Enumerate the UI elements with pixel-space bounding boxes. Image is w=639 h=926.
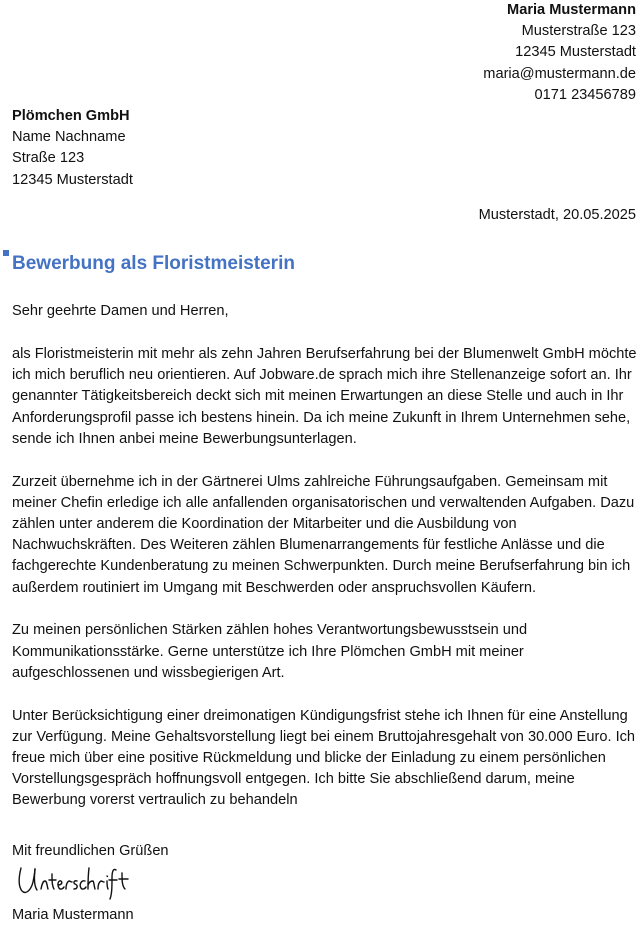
sender-name: Maria Mustermann (507, 2, 636, 18)
body-paragraph: Zu meinen persönlichen Stärken zählen hohes Verantwortungsbewusstsein und Kommunikationsstärke. Gerne unterstütze ich Ihre Plömchen GmbH mit meiner aufgeschlossenen und wissbegierigen Art. (12, 622, 528, 681)
sender-email: maria@mustermann.de (483, 65, 636, 82)
body-paragraph: Unter Berücksichtigung einer dreimonatigen Kündigungsfrist stehe ich Ihnen für eine Anstellung zur Verfügung. Meine Gehaltsvorstellung liegt bei einem Bruttojahresgehalt von 30.000 Euro. Ich freue mich über eine positive Rückmeldung und blicke der Einladung zu einem persönlichen Vorstellungsgespräch hoffnungsvoll entgegen. Ich bitte Sie abschließend darum, meine Bewerbung vorerst vertraulich zu behandeln (12, 707, 636, 809)
sender-phone: 0171 23456789 (534, 86, 636, 103)
subject-marker-icon (3, 250, 9, 256)
salutation: Sehr geehrte Damen und Herren, (12, 303, 229, 319)
closing-phrase: Mit freundlichen Grüßen (12, 843, 169, 859)
signed-name: Maria Mustermann (12, 907, 134, 923)
letter-subject: Bewerbung als Floristmeisterin (12, 253, 295, 274)
sender-city: 12345 Musterstadt (515, 44, 636, 61)
body-paragraph: Zurzeit übernehme ich in der Gärtnerei Ulms zahlreiche Führungsaufgaben. Gemeinsam mit meiner Chefin erledige ich alle anfallenden organisatorischen und verwaltenden Aufgaben. Dazu zählen unter anderem die Koordination der Mitarbeiter und die Ausbildung von Nachwuchskräften. Des Weiteren zählen Blumenarrangements für festliche Anlässe und die fachgerechte Kundenberatung zu meinen Schwerpunkten. Durch meine Berufserfahrung bin ich außerdem routiniert im Umgang mit Beschwerden oder anspruchsvollen Käufern. (12, 473, 635, 596)
letter-date: Musterstadt, 20.05.2025 (478, 207, 636, 223)
sender-address-block (483, 0, 636, 106)
recipient-city: 12345 Musterstadt (12, 171, 133, 188)
recipient-street: Straße 123 (12, 150, 85, 167)
letter-body (12, 344, 637, 833)
recipient-contact: Name Nachname (12, 129, 126, 146)
handwritten-signature (15, 862, 140, 902)
sender-street: Musterstraße 123 (521, 23, 636, 40)
recipient-company: Plömchen GmbH (12, 108, 130, 124)
recipient-address-block (12, 106, 133, 191)
body-paragraph: als Floristmeisterin mit mehr als zehn Jahren Berufserfahrung bei der Blumenwelt GmbH möchte ich mich beruflich neu orientieren. Auf Jobware.de sprach mich ihre Stellenanzeige sofort an. Ihr genannter Tätigkeitsbereich deckt sich mit meinen Erwartungen an diese Stelle und auch in Ihr Anforderungsprofil passe ich bestens hinein. Da ich meine Zukunft in Ihrem Unternehmen sehe, sende ich Ihnen anbei meine Bewerbungsunterlagen. (12, 346, 637, 447)
